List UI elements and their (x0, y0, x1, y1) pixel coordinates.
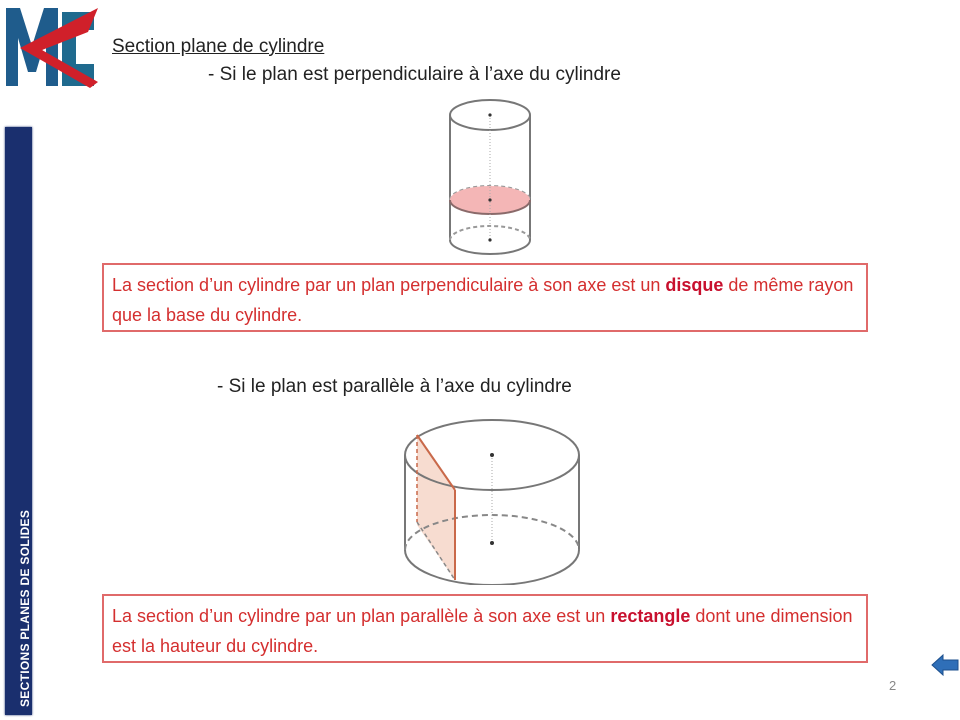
definition-text: La section d’un cylindre par un plan perpendiculaire à son axe est un (112, 275, 666, 295)
subtitle-perpendicular: - Si le plan est perpendiculaire à l’axe du cylindre (208, 64, 621, 85)
definition-text: La section d’un cylindre par un plan parallèle à son axe est un (112, 606, 611, 626)
page-title: Section plane de cylindre (112, 36, 325, 57)
definition-text-end: dont une dimension est la hauteur du cylindre. (112, 606, 853, 656)
back-arrow-icon[interactable] (930, 652, 960, 678)
sidebar-label: SECTIONS PLANES DE SOLIDES (18, 509, 32, 707)
cylinder-parallel-figure (395, 410, 590, 585)
subtitle-parallel: - Si le plan est parallèle à l’axe du cylindre (217, 376, 572, 397)
sidebar-banner (5, 127, 32, 715)
definition-box-disque (102, 263, 868, 332)
cylinder-perpendicular-figure (440, 95, 540, 260)
definition-text-end: de même rayon que la base du cylindre. (112, 275, 854, 325)
logo (2, 2, 102, 90)
keyword-rectangle: rectangle (610, 606, 691, 626)
page-number: 2 (889, 678, 897, 693)
keyword-disque: disque (665, 275, 724, 295)
definition-box-rectangle (102, 594, 868, 663)
